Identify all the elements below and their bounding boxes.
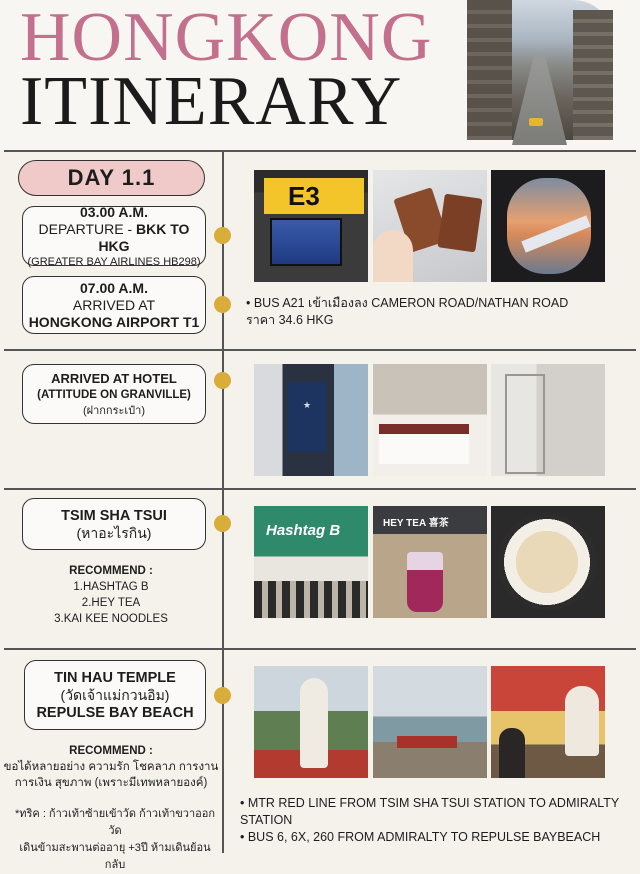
hashtag-b-sign: Hashtag B bbox=[266, 522, 341, 539]
hotel-sign-photo bbox=[254, 364, 368, 476]
temple-bullets bbox=[240, 795, 619, 846]
hotel-title: ARRIVED AT HOTEL bbox=[51, 371, 177, 386]
list-item: 3.KAI KEE NOODLES bbox=[54, 613, 168, 625]
departure-board bbox=[270, 218, 342, 266]
departure-prefix: DEPARTURE - bbox=[38, 220, 137, 237]
gate-e3-photo bbox=[254, 170, 368, 282]
arrival-card bbox=[22, 276, 206, 334]
passport-icon bbox=[437, 194, 482, 253]
tsim-title: TSIM SHA TSUI bbox=[61, 507, 167, 524]
timeline-dot-arrival bbox=[214, 296, 231, 313]
header bbox=[0, 0, 640, 150]
departure-card bbox=[22, 203, 206, 268]
departure-route-line bbox=[23, 221, 205, 255]
tsim-card bbox=[22, 498, 206, 550]
hotel-bathroom-photo bbox=[491, 364, 605, 476]
bed bbox=[379, 424, 469, 464]
repulse-bay-photo bbox=[373, 666, 487, 778]
hey-tea-photo bbox=[373, 506, 487, 618]
hand bbox=[373, 230, 413, 282]
arrival-place: HONGKONG AIRPORT T1 bbox=[28, 313, 200, 330]
shower-glass bbox=[505, 374, 545, 474]
temple-tip-2: เดินข้ามสะพานต่ออายุ +3ปี ห้ามเดินย้อนกลับ bbox=[19, 842, 211, 871]
temple-recommend bbox=[0, 743, 222, 791]
arrival-label: ARRIVED AT bbox=[72, 296, 156, 313]
noodles-photo bbox=[491, 506, 605, 618]
taxi bbox=[529, 118, 543, 126]
arrival-bullet-2: ราคา 34.6 HKG bbox=[246, 313, 334, 327]
temple-statue-photo bbox=[254, 666, 368, 778]
list-item: 1.HASHTAG B bbox=[73, 581, 149, 593]
person bbox=[499, 728, 525, 778]
divider-top bbox=[4, 150, 636, 152]
tsim-recommend bbox=[0, 563, 222, 627]
temple-tip bbox=[10, 806, 220, 874]
hotel-room-photo bbox=[373, 364, 487, 476]
timeline-vertical bbox=[222, 151, 224, 853]
temple-recommend-label: RECOMMEND : bbox=[69, 745, 153, 757]
building-left bbox=[467, 0, 512, 140]
timeline-dot-departure bbox=[214, 227, 231, 244]
temple-visitor-photo bbox=[491, 666, 605, 778]
temple-beach: REPULSE BAY BEACH bbox=[36, 704, 194, 721]
hey-tea-sign: HEY TEA 喜茶 bbox=[383, 518, 449, 529]
timeline-dot-temple bbox=[214, 687, 231, 704]
divider-2 bbox=[4, 488, 636, 490]
day-label: DAY 1.1 bbox=[18, 160, 205, 196]
crowd bbox=[254, 581, 368, 618]
street-photo bbox=[467, 0, 613, 140]
departure-time: 03.00 A.M. bbox=[80, 203, 148, 220]
temple-bullet-2: • BUS 6, 6X, 260 FROM ADMIRALTY TO REPULSE BAYBEACH bbox=[240, 830, 601, 844]
temple-recommend-text-2: การเงิน สุขภาพ (เพราะมีเทพหลายองค์) bbox=[14, 777, 208, 789]
tea-cup bbox=[407, 552, 443, 612]
temple-tip-1: *ทริค : ก้าวเท้าซ้ายเข้าวัด ก้าวเท้าขวาออกวัด bbox=[14, 808, 216, 837]
timeline-dot-hotel bbox=[214, 372, 231, 389]
arrival-bullets bbox=[246, 295, 568, 329]
arrival-bullet-1: • BUS A21 เข้าเมืองลง CAMERON ROAD/NATHAN ROAD bbox=[246, 296, 569, 310]
temple-thai: (วัดเจ้าแม่กวนอิม) bbox=[60, 686, 170, 703]
tsim-recommend-label: RECOMMEND : bbox=[69, 565, 153, 577]
arrival-time: 07.00 A.M. bbox=[80, 279, 148, 296]
tsim-note: (หาอะไรกิน) bbox=[76, 524, 152, 541]
departure-airline: (GREATER BAY AIRLINES HB298) bbox=[27, 255, 201, 268]
divider-3 bbox=[4, 648, 636, 650]
divider-1 bbox=[4, 349, 636, 351]
hotel-card bbox=[22, 364, 206, 424]
hotel-note: (ฝากกระเป๋า) bbox=[82, 405, 145, 417]
temple-bullet-1b: STATION bbox=[240, 813, 293, 827]
departure-route: BKK TO HKG bbox=[98, 220, 190, 254]
title-line-2: ITINERARY bbox=[20, 63, 403, 140]
deity-statue bbox=[565, 686, 599, 756]
street bbox=[512, 55, 567, 145]
list-item: 2.HEY TEA bbox=[81, 597, 141, 609]
temple-bullet-1: • MTR RED LINE FROM TSIM SHA TSUI STATION TO ADMIRALTY bbox=[240, 796, 620, 810]
airplane-window-photo bbox=[491, 170, 605, 282]
temple-recommend-text-1: ขอได้หลายอย่าง ความรัก โชคลาภ การงาน bbox=[3, 761, 219, 773]
timeline-dot-tsim bbox=[214, 515, 231, 532]
hotel-sign: ★ bbox=[288, 382, 326, 452]
statue bbox=[300, 678, 328, 768]
building-right bbox=[573, 10, 613, 140]
passport-photo bbox=[373, 170, 487, 282]
noodle-bowl bbox=[497, 514, 597, 610]
title-line-1: HONGKONG bbox=[20, 0, 433, 76]
hotel-name: (ATTITUDE ON GRANVILLE) bbox=[37, 389, 191, 401]
hashtag-b-photo bbox=[254, 506, 368, 618]
gate-sign: E3 bbox=[264, 178, 364, 214]
temple-card bbox=[24, 660, 206, 730]
bridge bbox=[397, 736, 457, 748]
temple-title: TIN HAU TEMPLE bbox=[54, 669, 176, 686]
